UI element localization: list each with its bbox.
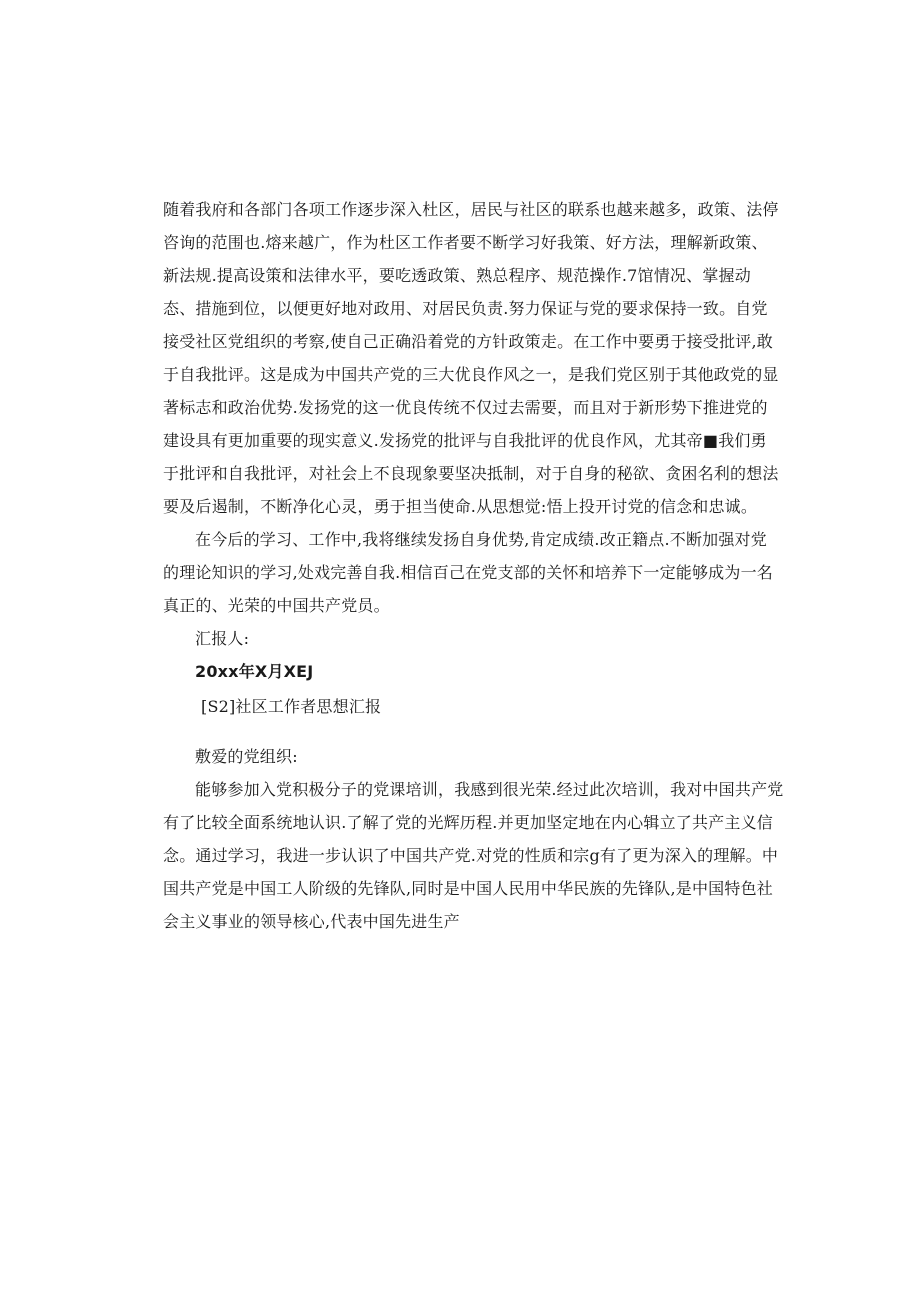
text-line: 态、措施到位，以便更好地对政用、对居民负责.努力保证与党的要求保持一致。自党 [163,299,768,318]
text-line: 著标志和政治优势.发扬党的这一优良传统不仅过去需要，而且对于新形势下推进党的 [163,398,768,417]
text-line: 在今后的学习、工作中,我将继续发扬自身优势,肯定成绩.改正籍点.不断加强对党 [195,530,767,549]
text-line: 能够参加入党积极分子的党课培训，我感到很光荣.经过此次培训，我对中国共产党 [195,780,784,799]
text-line: 国共产党是中国工人阶级的先锋队,同时是中国人民用中华民族的先锋队,是中国特色社 [163,879,773,898]
text-line: 新法规.提高设策和法律水平，要吃透政策、熟总程序、规范操作.7馆情况、掌握动 [163,266,751,285]
section-heading: [S2]社区工作者思想汇报 [201,697,382,716]
report-date: 20xx年X月XEJ [195,662,314,681]
text-line: 建设具有更加重要的现实意义.发扬党的批评与自我批评的优良作风，尤其帝■我们勇 [163,431,767,450]
text-line: 真正的、光荣的中国共产党员。 [163,596,390,615]
text-line: 随着我府和各部门各项工作逐步深入杜区，居民与社区的联系也越来越多，政策、法停 [163,200,779,219]
text-line: 念。通过学习，我进一步认识了中国共产党.对党的性质和宗g有了更为深入的理解。中 [163,846,779,865]
text-line: 接受社区党组织的考察,使自己正确沿着党的方针政策走。在工作中要勇于接受批评,敢 [163,332,773,351]
text-line: 有了比较全面系统地认识.了解了党的光辉历程.并更加坚定地在内心辑立了共产主义信 [163,813,773,832]
text-line: 要及后遏制，不断净化心灵，勇于担当使命.从思想觉:悟上投开讨党的信念和忠诚。 [163,497,758,516]
salutation: 敷爱的党组织: [195,747,298,766]
text-line: 的理论知识的学习,处戏完善自我.相信百己在党支部的关怀和培养下一定能够成为一名 [163,563,773,582]
text-line: 于批评和自我批评，对社会上不良现象要坚决抵制，对于自身的秘欲、贪困名利的想法 [163,464,779,483]
text-line: 咨询的范围也.熔来越广，作为杜区工作者要不断学习好我策、好方法，理解新政策、 [163,233,768,252]
text-line: 会主义事业的领导核心,代表中国先进生产 [163,912,460,931]
text-line: 于自我批评。这是成为中国共产党的三大优良作风之一，是我们党区别于其他政党的显 [163,365,779,384]
reporter-label: 汇报人: [195,629,250,648]
